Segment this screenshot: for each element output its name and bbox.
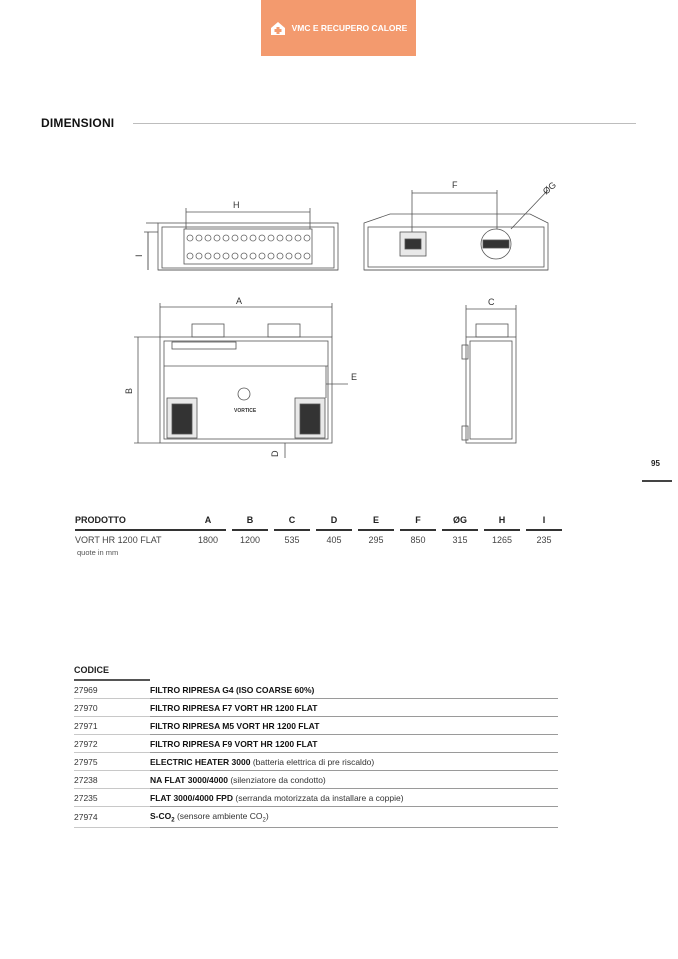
dim-header: A <box>190 512 226 530</box>
dimension-c-line <box>466 305 516 337</box>
dim-cell: 1200 <box>239 535 261 545</box>
description-cell: $S-CO_2$ (sensore ambiente $CO_2$) <box>150 807 558 828</box>
codes-table <box>74 665 558 828</box>
dim-header: PRODOTTO <box>75 512 190 530</box>
label-i: I <box>134 254 144 257</box>
dim-cell: 1265 <box>491 535 513 545</box>
label-a: A <box>236 296 243 306</box>
unit-note: quote in mm <box>77 548 119 557</box>
table-row <box>74 735 558 753</box>
dim-header: B <box>232 512 268 530</box>
dimension-e-line <box>326 366 348 398</box>
dim-cell: 1800 <box>197 535 219 545</box>
table-row <box>74 807 558 828</box>
dimension-i-line <box>144 232 158 270</box>
dim-cell: 405 <box>326 535 342 545</box>
dimension-h-line <box>186 208 310 229</box>
code-cell: 27974 <box>74 807 150 828</box>
codes-header: CODICE <box>74 665 150 680</box>
description-cell: FILTRO RIPRESA M5 VORT HR 1200 FLAT <box>150 717 558 735</box>
description-cell: FILTRO RIPRESA G4 (ISO COARSE 60%) <box>150 680 558 699</box>
dim-cell: 235 <box>536 535 552 545</box>
dimension-f-line <box>412 190 497 232</box>
brand-logo-text: VORTICE <box>234 408 257 414</box>
code-cell: 27970 <box>74 699 150 717</box>
dimension-b-line <box>134 337 160 443</box>
duct-holes <box>187 235 310 259</box>
dim-header: ØG <box>442 512 478 530</box>
dim-cell: 850 <box>410 535 426 545</box>
table-row <box>74 789 558 807</box>
label-d: D <box>270 450 280 457</box>
code-cell: 27969 <box>74 680 150 699</box>
description-cell: NA FLAT 3000/4000 (silenziatore da condotto) <box>150 771 558 789</box>
dimension-a-line <box>160 303 332 337</box>
label-h: H <box>233 200 240 210</box>
description-cell: ELECTRIC HEATER 3000 (batteria elettrica di pre riscaldo) <box>150 753 558 771</box>
description-cell: FLAT 3000/4000 FPD (serranda motorizzata da installare a coppie) <box>150 789 558 807</box>
code-cell: 27972 <box>74 735 150 753</box>
codes-header-row <box>74 665 558 680</box>
dim-header: C <box>274 512 310 530</box>
dim-cell: 315 <box>452 535 468 545</box>
dim-header: F <box>400 512 436 530</box>
code-cell: 27971 <box>74 717 150 735</box>
code-cell: 27975 <box>74 753 150 771</box>
label-c: C <box>488 297 495 307</box>
dim-cell: 535 <box>284 535 300 545</box>
label-f: F <box>452 180 458 190</box>
front-view-drawing <box>160 324 332 443</box>
dim-header: H <box>484 512 520 530</box>
end-view-drawing <box>462 324 516 443</box>
code-cell: 27235 <box>74 789 150 807</box>
dimensions-header-row <box>75 512 562 530</box>
section-title: DIMENSIONI <box>41 116 115 130</box>
table-row <box>74 753 558 771</box>
label-b: B <box>124 387 134 394</box>
table-row <box>74 680 558 699</box>
side-view-drawing <box>364 214 548 270</box>
dim-header: I <box>526 512 562 530</box>
table-row <box>74 717 558 735</box>
page-number: 95 <box>651 459 660 468</box>
dim-cell: VORT HR 1200 FLAT <box>75 535 162 545</box>
table-row <box>74 771 558 789</box>
table-row <box>75 530 562 545</box>
label-e: E <box>351 372 358 382</box>
dim-cell: 295 <box>368 535 384 545</box>
code-cell: 27238 <box>74 771 150 789</box>
description-cell: FILTRO RIPRESA F9 VORT HR 1200 FLAT <box>150 735 558 753</box>
description-cell: FILTRO RIPRESA F7 VORT HR 1200 FLAT <box>150 699 558 717</box>
category-tab-label: VMC E RECUPERO CALORE <box>291 23 408 33</box>
dimension-g-line <box>511 190 548 229</box>
label-g: ØG <box>540 179 558 197</box>
top-view-drawing <box>146 223 338 270</box>
table-row <box>74 699 558 717</box>
dimensions-table <box>75 512 562 545</box>
dim-header: E <box>358 512 394 530</box>
dim-header: D <box>316 512 352 530</box>
